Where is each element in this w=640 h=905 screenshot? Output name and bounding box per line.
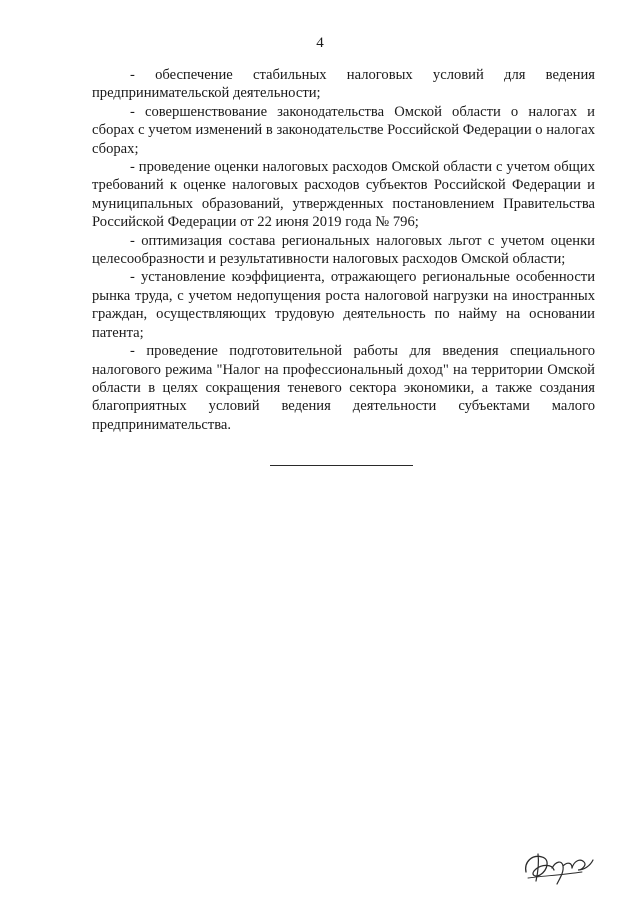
end-divider — [270, 465, 413, 466]
list-item: - проведение подготовительной работы для введения специального налогового режима "Налог на профессиональный доход" на территории Омской области в целях сокращения теневого сектора экономики, а также создания благоприятных условий ведения деятельности субъектами малого предпринимательства. — [92, 343, 595, 433]
list-item: - обеспечение стабильных налоговых условий для ведения предпринимательской деятельности; — [92, 67, 595, 102]
page-number: 4 — [316, 35, 324, 51]
list-item: - совершенствование законодательства Омской области о налогах и сборах с учетом изменений в законодательстве Российской Федерации о налогах сборах; — [92, 103, 595, 157]
list-item: - оптимизация состава региональных налоговых льгот с учетом оценки целесообразности и результативности налоговых расходов Омской области; — [92, 232, 595, 268]
document-body — [92, 66, 595, 434]
list-item: - установление коэффициента, отражающего региональные особенности рынка труда, с учетом недопущения роста налоговой нагрузки на иностранных граждан, осуществляющих трудовую деятельность по найму на основании патента; — [92, 269, 595, 341]
list-item: - проведение оценки налоговых расходов Омской области с учетом общих требований к оценке налоговых расходов субъектов Российской Федерации и муниципальных образований, утвержденных постановлением Правительства Российской Федерации от 22 июня 2019 года № 796; — [92, 159, 595, 231]
handwritten-signature — [522, 848, 596, 888]
